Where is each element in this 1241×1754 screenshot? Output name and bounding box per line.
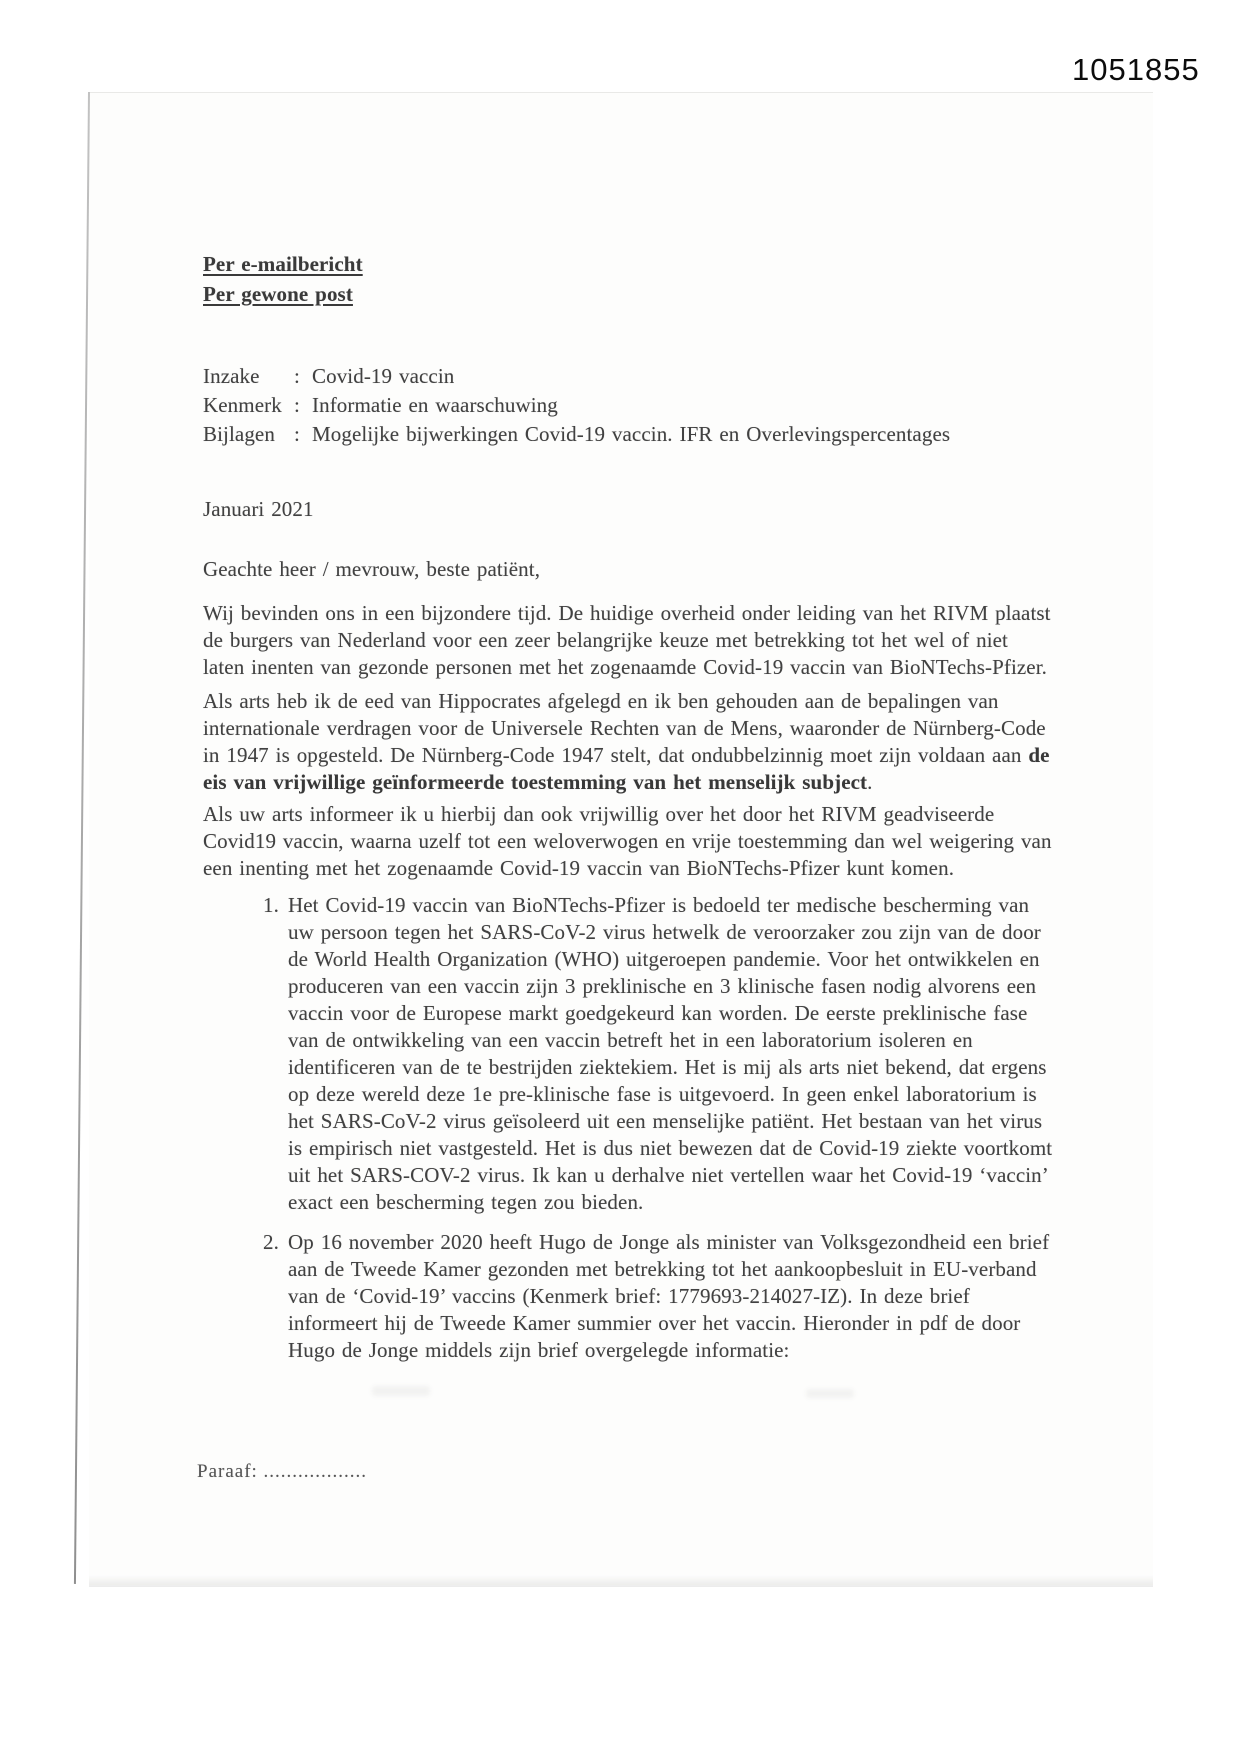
list-item-text: Het Covid-19 vaccin van BioNTechs-Pfizer is bedoeld ter medische bescherming van uw persoon tegen het SARS-CoV-2 virus hetwelk de veroorzaker zou zijn van de door de World Health Organization (WHO) uitgeroepen pandemie. Voor het ontwikkelen en produceren van een vaccin zijn 3 preklinische en 3 klinische fasen nodig alvorens een vaccin voor de Europese markt goedgekeurd kan worden. De eerste preklinische fase van de ontwikkeling van een vaccin betreft het in een laboratorium isoleren en identificeren van de te bestrijden ziektekiem. Het is mij als arts niet bekend, dat ergens op deze wereld deze 1e pre-klinische fase is uitgevoerd. In geen enkel laboratorium is het SARS-CoV-2 virus geïsoleerd uit een menselijke patiënt. Het bestaan van het virus is empirisch niet vastgesteld. Het is dus niet bewezen dat de Covid-19 ziekte voortkomt uit het SARS-COV-2 virus. Ik kan u derhalve niet vertellen waar het Covid-19 ‘vaccin’ exact een bescherming tegen zou bieden. [288, 893, 1053, 1214]
meta-colon: : [294, 393, 300, 417]
paraaf-line: Paraaf: .................. [197, 1461, 368, 1482]
page-left-edge [74, 92, 90, 1584]
letter-date: Januari 2021 [203, 497, 314, 521]
delivery-line-post: Per gewone post [203, 282, 353, 306]
scan-artifact [372, 1386, 430, 1396]
letter-meta-block [203, 362, 1063, 449]
meta-value: Informatie en waarschuwing [312, 393, 558, 417]
list-item-number: 2. [263, 1230, 279, 1254]
salutation: Geachte heer / mevrouw, beste patiënt, [203, 557, 541, 581]
delivery-line-email: Per e-mailbericht [203, 252, 363, 276]
paragraph-informed-consent: Als uw arts informeer ik u hierbij dan ook vrijwillig over het door het RIVM geadviseerde Covid19 vaccin, waarna uzelf tot een weloverwogen en vrije toestemming dan wel weigering van een inenting met het zogenaamde Covid-19 vaccin van BioNTechs-Pfizer kunt komen. [203, 802, 1052, 880]
paragraph-hippocrates-period: . [867, 770, 873, 794]
numbered-list [203, 892, 1055, 1364]
list-item-1 [203, 892, 1055, 1216]
document-number: 1051855 [1072, 52, 1200, 87]
delivery-method-block [203, 249, 363, 309]
meta-value: Covid-19 vaccin [312, 364, 455, 388]
meta-colon: : [294, 364, 300, 388]
scan-artifact [806, 1389, 854, 1398]
paragraph-hippocrates-bold: de eis van vrijwillige geïnformeerde toestemming van het menselijk subject [203, 743, 1050, 794]
paragraph-intro: Wij bevinden ons in een bijzondere tijd. De huidige overheid onder leiding van het RIVM plaatst de burgers van Nederland voor een zeer belangrijke keuze met betrekking tot het wel of niet laten inenten van gezonde personen met het zogenaamde Covid-19 vaccin van BioNTechs-Pfizer. [203, 601, 1051, 679]
meta-label: Bijlagen [203, 422, 275, 446]
paragraph-hippocrates-text: Als arts heb ik de eed van Hippocrates afgelegd en ik ben gehouden aan de bepalingen van internationale verdragen voor de Universele Rechten van de Mens, waaronder de Nürnberg-Code in 1947 is opgesteld. De Nürnberg-Code 1947 stelt, dat ondubbelzinnig moet zijn voldaan aan [203, 689, 1046, 767]
list-item-number: 1. [263, 893, 279, 917]
meta-row-kenmerk [203, 391, 1063, 420]
meta-label: Inzake [203, 364, 260, 388]
meta-row-bijlagen [203, 420, 1063, 449]
paragraph-hippocrates [203, 688, 1053, 796]
meta-colon: : [294, 422, 300, 446]
meta-label: Kenmerk [203, 393, 282, 417]
meta-row-inzake [203, 362, 1063, 391]
meta-value: Mogelijke bijwerkingen Covid-19 vaccin. IFR en Overlevingspercentages [312, 422, 951, 446]
list-item-text: Op 16 november 2020 heeft Hugo de Jonge als minister van Volksgezondheid een brief aan de Tweede Kamer gezonden met betrekking tot het aankoopbesluit in EU-verband van de ‘Covid-19’ vaccins (Kenmerk brief: 1779693-214027-IZ). In deze brief informeert hij de Tweede Kamer summier over het vaccin. Hieronder in pdf de door Hugo de Jonge middels zijn brief overgelegde informatie: [288, 1230, 1050, 1362]
list-item-2 [203, 1229, 1055, 1364]
